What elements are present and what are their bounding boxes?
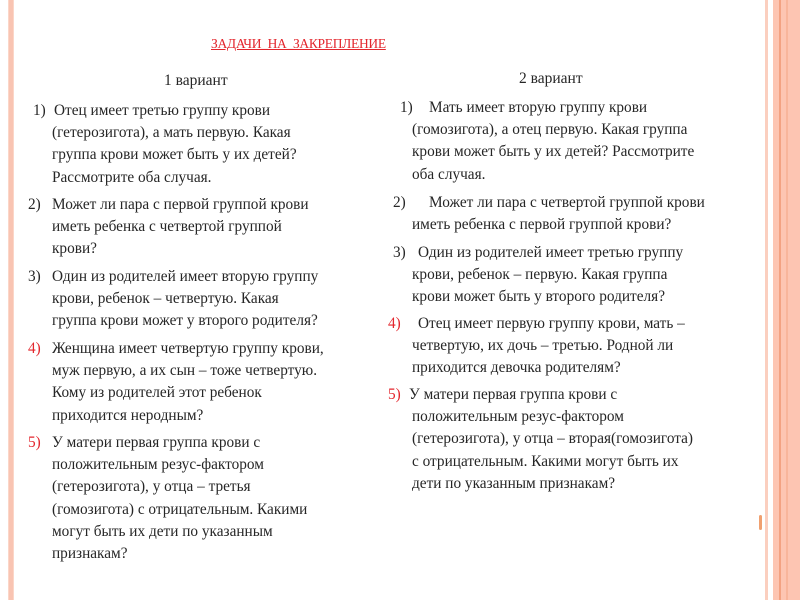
task-number: 3) [28,268,41,285]
task-line: могут быть их дети по указанным [52,522,273,540]
task-line: дети по указанным признакам? [412,474,616,492]
variant-1-task-1 [33,100,297,189]
variant-1-task-4 [28,338,324,427]
task-line: Отец имеет третью группу крови [54,102,271,119]
variant-2-heading: 2 вариант [519,70,583,87]
task-line: иметь ребенка с первой группой крови? [412,216,672,234]
task-number: 4) [28,340,41,357]
slide-border-stripe [779,0,781,600]
task-text [52,100,297,189]
task-text [409,384,694,495]
task-line: Кому из родителей этот ребенок [52,384,262,402]
task-line: Отец имеет первую группу крови, мать – [418,315,685,332]
task-line: крови может быть у второго родителя? [412,288,665,306]
slide-border-left [8,0,14,600]
task-line: Может ли пара с четвертой группой крови [429,194,705,211]
task-text [52,432,307,565]
task-number: 3) [393,244,406,261]
page-title: ЗАДАЧИ_НА_ЗАКРЕПЛЕНИЕ [211,36,386,51]
task-line: приходится неродным? [52,406,204,424]
task-line: четвертую, их дочь – третью. Родной ли [412,337,674,355]
task-number: 1) [33,102,46,119]
task-number: 5) [28,434,41,451]
variant-2-task-2 [393,192,705,236]
task-text [412,192,705,236]
task-text [412,242,683,309]
task-number: 5) [388,386,401,403]
task-line: приходится девочка родителям? [412,359,621,377]
task-line: У матери первая группа крови с [52,434,261,451]
task-text [412,313,685,380]
task-line: с отрицательным. Какими могут быть их [412,452,679,470]
task-line: крови, ребенок – первую. Какая группа [412,266,668,284]
task-line: группа крови может у второго родителя? [52,312,318,330]
task-line: Женщина имеет четвертую группу крови, [52,340,324,357]
variant-2-task-5 [388,384,694,495]
variant-1-task-2 [28,194,309,261]
task-line: муж первую, а их сын – тоже четвертую. [52,362,318,380]
task-line: Может ли пара с первой группой крови [52,196,309,213]
task-line: признакам? [52,545,128,563]
task-line: оба случая. [412,165,486,183]
variant-2-task-3 [393,242,684,309]
task-line: Рассмотрите оба случая. [52,168,212,186]
task-text [412,97,694,186]
task-line: (гетерозигота), у отца – вторая(гомозигота) [412,430,694,448]
task-line: (гомозигота) с отрицательным. Какими [52,500,308,518]
task-number: 1) [400,99,413,116]
slide-border-right-line [765,0,768,600]
task-line: крови может быть у их детей? Рассмотрите [412,143,695,161]
task-line: (гетерозигота), а мать первую. Какая [52,124,291,142]
task-line: Один из родителей имеет третью группу [418,244,684,261]
task-line: Один из родителей имеет вторую группу [52,268,319,285]
slide-border-stripe [786,0,788,600]
task-text [52,266,318,333]
task-number: 2) [28,196,41,213]
task-line: (гетерозигота), у отца – третья [52,478,251,496]
variant-2-task-4 [388,313,685,380]
task-line: крови? [52,240,97,258]
task-number: 4) [388,315,401,332]
variant-1-heading: 1 вариант [164,72,228,89]
task-line: положительным резус-фактором [52,456,264,474]
decorative-mark [759,515,762,530]
task-number: 2) [393,194,406,211]
task-line: положительным резус-фактором [412,408,624,426]
task-line: У матери первая группа крови с [409,386,618,403]
task-line: Мать имеет вторую группу крови [429,99,648,116]
variant-1-task-5 [28,432,308,565]
task-text [52,194,309,261]
task-line: (гомозигота), а отец первую. Какая группа [412,121,688,139]
variant-2-task-1 [400,97,695,186]
task-line: группа крови может быть у их детей? [52,146,297,164]
task-text [52,338,324,427]
task-line: иметь ребенка с четвертой группой [52,218,282,236]
task-line: крови, ребенок – четвертую. Какая [52,290,279,308]
variant-1-task-3 [28,266,319,333]
